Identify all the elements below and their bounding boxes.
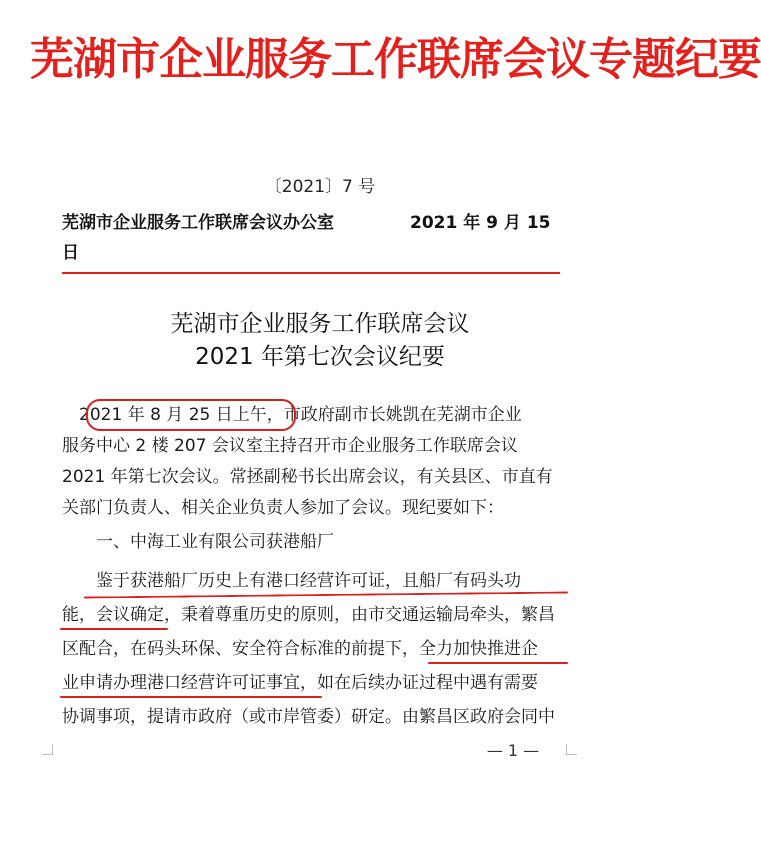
- body-line: 服务中心 2 楼 207 会议室主持召开市企业服务工作联席会议: [62, 436, 518, 456]
- underline-annotation: [84, 591, 568, 598]
- minutes-title-line2: 2021 年第七次会议纪要: [195, 344, 445, 370]
- body-line: 鉴于获港船厂历史上有港口经营许可证，且船厂有码头功: [62, 571, 521, 591]
- red-divider-line: [62, 272, 560, 274]
- body-line: 2021 年第七次会议。常拯副秘书长出席会议，有关县区、市直有: [62, 467, 553, 487]
- page-number: — 1 —: [486, 741, 540, 760]
- body-line: 区配合，在码头环保、安全符合标准的前提下，全力加快推进企: [62, 639, 538, 659]
- issuing-office-line: [62, 212, 582, 234]
- page-corner-mark: [566, 744, 577, 755]
- body-line: 协调事项，提请市政府（或市岸管委）研定。由繁昌区政府会同中: [62, 707, 555, 727]
- document-banner-title: 芜湖市企业服务工作联席会议专题纪要: [30, 34, 761, 85]
- minutes-title-line1: 芜湖市企业服务工作联席会议: [170, 311, 470, 337]
- body-line: 能，会议确定，秉着尊重历史的原则，由市交通运输局牵头，繁昌: [62, 605, 555, 625]
- page-corner-mark: [42, 744, 53, 755]
- underline-annotation: [428, 662, 568, 664]
- issue-date-continued: 日: [62, 243, 79, 263]
- issue-date: 2021 年 9 月 15: [410, 213, 551, 233]
- body-line: 2021 年 8 月 25 日上午，市政府副市长姚凯在芜湖市企业: [62, 405, 522, 425]
- body-line: 关部门负责人、相关企业负责人参加了会议。现纪要如下：: [62, 498, 504, 518]
- issuing-office: 芜湖市企业服务工作联席会议办公室: [62, 213, 334, 233]
- body-line: 业申请办理港口经营许可证事宜，如在后续办证过程中遇有需要: [62, 673, 538, 693]
- underline-annotation: [60, 628, 168, 630]
- section-heading: 一、中海工业有限公司获港船厂: [62, 532, 334, 552]
- document-number: 〔2021〕7 号: [264, 177, 376, 197]
- underline-annotation: [60, 696, 322, 698]
